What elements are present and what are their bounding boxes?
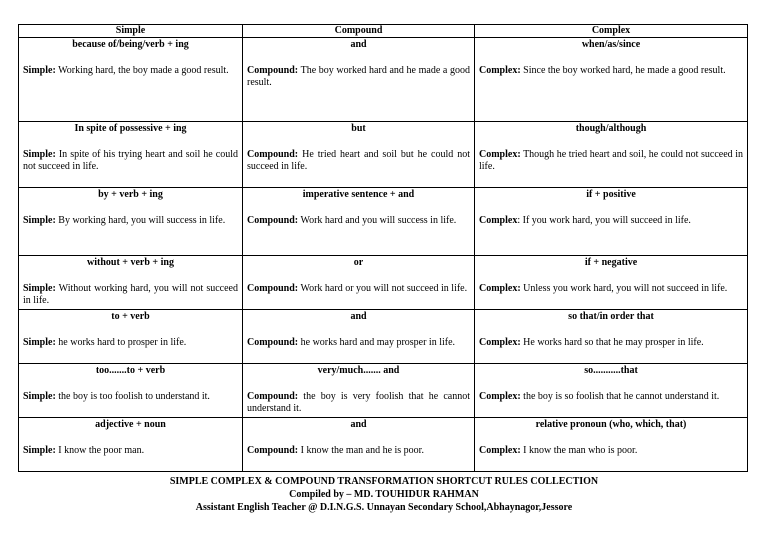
complex-cell [475, 310, 748, 364]
complex-cell [475, 418, 748, 472]
simple-example-text: the boy is too foolish to understand it. [55, 391, 210, 402]
table-row [19, 418, 748, 472]
simple-cell [19, 38, 243, 122]
complex-cell [475, 256, 748, 310]
simple-rule: too.......to + verb [95, 365, 166, 376]
complex-rule: so...........that [584, 365, 638, 376]
complex-example [479, 65, 743, 77]
complex-rule: when/as/since [581, 39, 641, 50]
compound-rule: imperative sentence + and [302, 189, 415, 200]
simple-example [23, 65, 238, 77]
complex-example [479, 391, 743, 403]
complex-cell [475, 188, 748, 256]
header-row [19, 25, 748, 38]
column-header-complex: Complex [475, 25, 748, 38]
simple-example-label: Simple: [23, 337, 56, 348]
complex-example-label: Complex: [479, 391, 521, 402]
compound-example-label: Compound: [247, 283, 299, 294]
compound-example-text: he works hard and may prosper in life. [298, 337, 456, 348]
simple-example [23, 149, 238, 173]
column-header-simple: Simple [19, 25, 243, 38]
complex-example-label: Complex [479, 215, 518, 226]
compound-example-text: Work hard and you will success in life. [298, 215, 457, 226]
compound-example-label: Compound: [247, 215, 299, 226]
compound-example [247, 283, 470, 295]
compound-cell [243, 364, 475, 418]
simple-example-text: Working hard, the boy made a good result. [55, 65, 229, 76]
compound-cell [243, 310, 475, 364]
simple-rule: to + verb [111, 311, 150, 322]
simple-example-label: Simple: [23, 65, 56, 76]
simple-example-label: Simple: [23, 391, 56, 402]
compound-example-label: Compound: [247, 65, 299, 76]
compound-example-label: Compound: [247, 445, 299, 456]
simple-cell [19, 188, 243, 256]
compound-cell [243, 256, 475, 310]
simple-example [23, 283, 238, 307]
complex-example-label: Complex: [479, 337, 521, 348]
simple-cell [19, 310, 243, 364]
compound-example [247, 215, 470, 227]
column-header-compound: Compound [243, 25, 475, 38]
complex-example [479, 149, 743, 173]
complex-example-text: He works hard so that he may prosper in life. [520, 337, 704, 348]
table-row [19, 310, 748, 364]
compound-example-text: The boy worked hard and he made a good result. [247, 65, 470, 88]
complex-cell [475, 38, 748, 122]
complex-example [479, 337, 743, 349]
simple-cell [19, 418, 243, 472]
simple-example [23, 445, 238, 457]
compound-example-label: Compound: [247, 337, 299, 348]
simple-example-text: In spite of his trying heart and soil he could not succeed in life. [23, 149, 238, 172]
compound-example [247, 149, 470, 173]
complex-example-text: : If you work hard, you will succeed in life. [517, 215, 691, 226]
simple-example-text: I know the poor man. [55, 445, 145, 456]
table-row [19, 38, 748, 122]
compound-cell [243, 418, 475, 472]
compound-rule: and [350, 311, 367, 322]
complex-example [479, 445, 743, 457]
table-row [19, 188, 748, 256]
complex-rule: though/although [575, 123, 647, 134]
compound-example-label: Compound: [247, 149, 299, 160]
compound-rule: and [350, 419, 367, 430]
compound-example [247, 391, 470, 415]
simple-example-label: Simple: [23, 445, 56, 456]
complex-example-text: Though he tried heart and soil, he could not succeed in life. [479, 149, 743, 172]
table-row [19, 122, 748, 188]
table-row [19, 364, 748, 418]
complex-example-text: Unless you work hard, you will not succeed in life. [520, 283, 728, 294]
simple-example-text: By working hard, you will success in life. [55, 215, 226, 226]
compound-rule: very/much....... and [317, 365, 400, 376]
complex-rule: relative pronoun (who, which, that) [535, 419, 687, 430]
complex-example-label: Complex: [479, 445, 521, 456]
simple-example [23, 337, 238, 349]
complex-rule: if + positive [586, 189, 636, 200]
footer-position: Assistant English Teacher @ D.I.N.G.S. Unnayan Secondary School,Abhaynagor,Jessore [195, 502, 573, 513]
complex-example-text: the boy is so foolish that he cannot understand it. [520, 391, 720, 402]
simple-example-text: Without working hard, you will not succeed in life. [23, 283, 238, 306]
complex-example-label: Complex: [479, 65, 521, 76]
complex-example [479, 283, 743, 295]
complex-cell [475, 122, 748, 188]
compound-cell [243, 122, 475, 188]
simple-cell [19, 364, 243, 418]
compound-rule: and [350, 39, 367, 50]
compound-example [247, 65, 470, 89]
simple-cell [19, 256, 243, 310]
complex-example [479, 215, 743, 227]
complex-rule: if + negative [584, 257, 638, 268]
simple-rule: without + verb + ing [87, 257, 174, 268]
simple-example-label: Simple: [23, 283, 56, 294]
complex-example-text: Since the boy worked hard, he made a good result. [520, 65, 726, 76]
complex-example-text: I know the man who is poor. [520, 445, 638, 456]
simple-example [23, 391, 238, 403]
compound-example-label: Compound: [247, 391, 299, 402]
complex-example-label: Complex: [479, 283, 521, 294]
compound-cell [243, 188, 475, 256]
compound-example-text: Work hard or you will not succeed in life. [298, 283, 468, 294]
complex-rule: so that/in order that [568, 311, 654, 322]
table-body [19, 38, 748, 472]
simple-example [23, 215, 238, 227]
simple-cell [19, 122, 243, 188]
simple-example-label: Simple: [23, 215, 56, 226]
transformation-rules-table [18, 24, 748, 472]
compound-example-text: He tried heart and soil but he could not succeed in life. [247, 149, 470, 172]
simple-example-label: Simple: [23, 149, 56, 160]
complex-cell [475, 364, 748, 418]
simple-rule: adjective + noun [95, 419, 166, 430]
compound-rule: or [353, 257, 364, 268]
footer-compiled-by: Compiled by – MD. TOUHIDUR RAHMAN [289, 489, 479, 500]
compound-rule: but [351, 123, 366, 134]
compound-cell [243, 38, 475, 122]
simple-rule: because of/being/verb + ing [72, 39, 189, 50]
simple-rule: by + verb + ing [98, 189, 163, 200]
document-footer [0, 475, 768, 514]
compound-example-text: I know the man and he is poor. [298, 445, 424, 456]
table-row [19, 256, 748, 310]
footer-title: SIMPLE COMPLEX & COMPOUND TRANSFORMATION SHORTCUT RULES COLLECTION [169, 476, 599, 487]
compound-example [247, 337, 470, 349]
simple-example-text: he works hard to prosper in life. [55, 337, 187, 348]
complex-example-label: Complex: [479, 149, 521, 160]
simple-rule: In spite of possessive + ing [74, 123, 187, 134]
compound-example-text: the boy is very foolish that he cannot understand it. [247, 391, 470, 414]
compound-example [247, 445, 470, 457]
